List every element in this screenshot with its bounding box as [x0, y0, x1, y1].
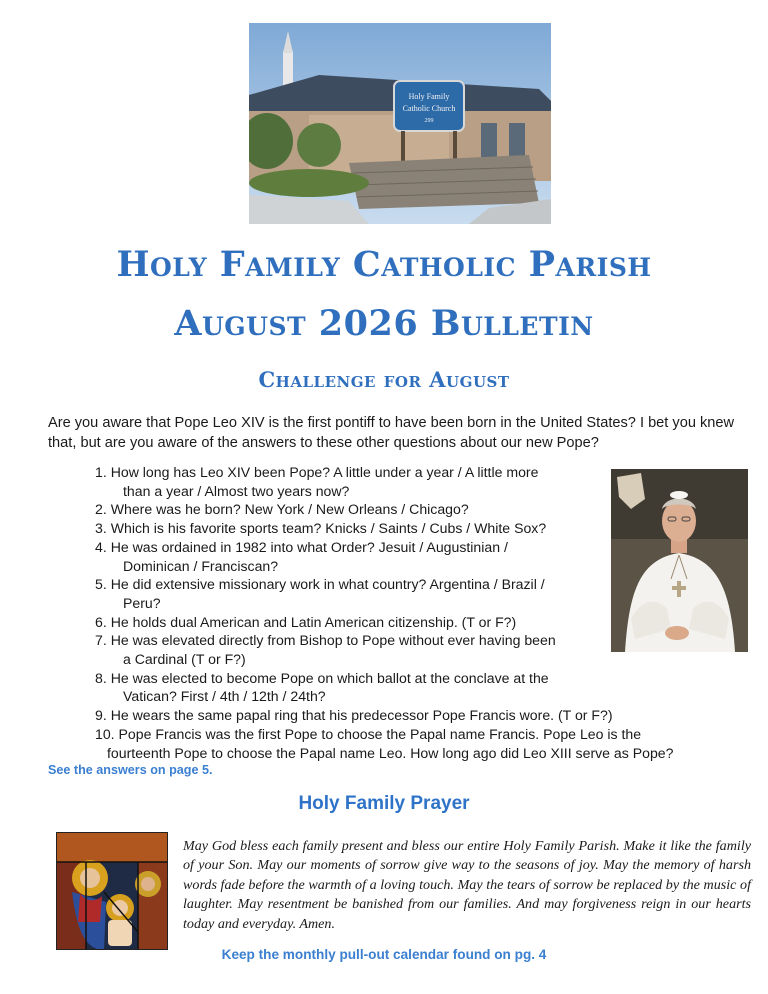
- page-title-line-1: Holy Family Catholic Parish: [116, 244, 652, 285]
- question-number: 8.: [95, 669, 107, 686]
- question-number: 3.: [95, 520, 107, 537]
- sign-text-3: 299: [424, 118, 434, 124]
- pope-photo: [611, 469, 748, 652]
- answers-note: See the answers on page 5.: [48, 763, 213, 777]
- question-text-continued: Dominican / Franciscan?: [123, 557, 279, 574]
- question-text-continued: a Cardinal (T or F?): [123, 651, 246, 668]
- question-item: [95, 725, 745, 762]
- question-text-continued: Vatican? First / 4th / 12th / 24th?: [123, 688, 326, 705]
- question-text: He was elevated directly from Bishop to Pope without ever having been: [110, 632, 556, 649]
- question-number: 5.: [95, 576, 107, 593]
- question-text: He wears the same papal ring that his predecessor Pope Francis wore. (T or F?): [110, 707, 613, 724]
- question-text: How long has Leo XIV been Pope? A little under a year / A little more: [110, 464, 539, 480]
- question-text: He was elected to become Pope on which ballot at the conclave at the: [110, 669, 549, 686]
- nativity-stained-glass-image: [56, 832, 168, 950]
- question-number: 4.: [95, 538, 107, 555]
- church-photo: [249, 23, 551, 224]
- section-subtitle: Challenge for August: [258, 367, 510, 392]
- prayer-text: May God bless each family present and bless our entire Holy Family Parish. Make it like the family of your Son. May our moments of sorrow give way to the seasons of joy. May the memory of harsh words fade before the warmth of a loving touch. May the tears of sorrow be replaced by the music of laughter. May resentment be banished from our families. And may forgiveness reign in our hearts today and everyday. Amen.: [183, 838, 751, 932]
- question-text: Pope Francis was the first Pope to choose the Papal name Francis. Pope Leo is the: [118, 725, 642, 742]
- intro-paragraph: Are you aware that Pope Leo XIV is the first pontiff to have been born in the United States? I bet you knew that, but are you aware of the answers to these other questions about our new Pope?: [48, 415, 735, 451]
- question-text: He was ordained in 1982 into what Order? Jesuit / Augustinian /: [110, 538, 508, 555]
- calendar-note: Keep the monthly pull-out calendar found on pg. 4: [221, 947, 547, 962]
- question-text: Which is his favorite sports team? Knicks / Saints / Cubs / White Sox?: [110, 520, 547, 537]
- question-item: [95, 669, 745, 706]
- question-text-continued: fourteenth Pope to choose the Papal name Leo. How long ago did Leo XIII serve as Pope?: [107, 744, 674, 761]
- question-number: 6.: [95, 613, 107, 630]
- question-number: 7.: [95, 632, 107, 649]
- prayer-heading: Holy Family Prayer: [298, 793, 470, 814]
- sign-text-1: Holy Family: [408, 92, 450, 101]
- page-title-line-2: August 2026 Bulletin: [174, 303, 594, 344]
- question-number: 9.: [95, 707, 107, 724]
- question-text: He holds dual American and Latin American citizenship. (T or F?): [110, 613, 517, 630]
- question-text: He did extensive missionary work in what country? Argentina / Brazil /: [110, 576, 545, 593]
- question-number: 1.: [95, 464, 107, 480]
- question-item: [95, 706, 745, 725]
- question-text-continued: than a year / Almost two years now?: [123, 482, 350, 499]
- question-number: 2.: [95, 501, 107, 518]
- question-text-continued: Peru?: [123, 594, 161, 611]
- sign-text-2: Catholic Church: [402, 104, 456, 113]
- question-number: 10.: [95, 725, 115, 742]
- question-text: Where was he born? New York / New Orleans / Chicago?: [110, 501, 469, 518]
